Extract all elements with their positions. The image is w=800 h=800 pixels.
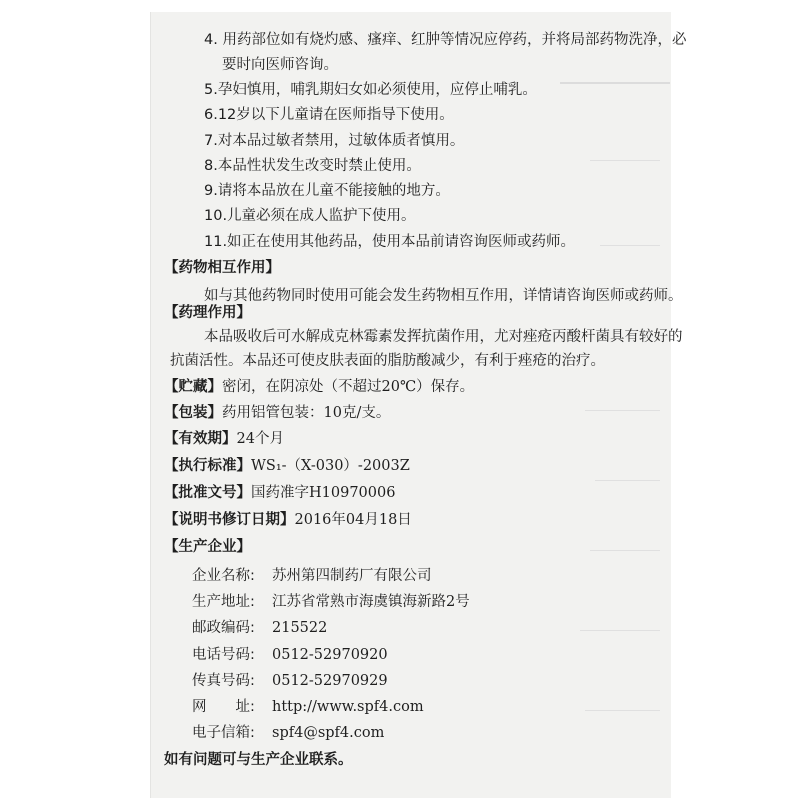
interactions-heading: 【药物相互作用】 xyxy=(164,260,280,276)
package-value: 药用铝管包装：10克/支。 xyxy=(222,405,391,421)
storage-label: 【贮藏】 xyxy=(164,379,222,395)
manufacturer-website-value: http://www.spf4.com xyxy=(272,699,424,715)
precaution-item-5: 5.孕妇慎用，哺乳期妇女如必须使用，应停止哺乳。 xyxy=(204,82,537,98)
manufacturer-address-row xyxy=(192,592,470,612)
revision-value: 2016年04月18日 xyxy=(294,512,412,528)
manufacturer-fax-value: 0512-52970929 xyxy=(272,673,388,689)
revision-row xyxy=(164,510,412,530)
manufacturer-address-value: 江苏省常熟市海虞镇海新路2号 xyxy=(272,594,470,610)
validity-row xyxy=(164,429,284,449)
manufacturer-name-row xyxy=(192,566,432,586)
standard-row xyxy=(164,456,410,476)
precaution-item-8: 8.本品性状发生改变时禁止使用。 xyxy=(204,158,421,174)
manufacturer-fax-key: 传真号码: xyxy=(192,673,255,689)
approval-row xyxy=(164,483,395,503)
precaution-item-10: 10.儿童必须在成人监护下使用。 xyxy=(204,208,416,224)
precaution-item-4-cont: 要时向医师咨询。 xyxy=(222,57,338,73)
package-label: 【包装】 xyxy=(164,405,222,421)
pharmacology-line-1: 本品吸收后可水解成克林霉素发挥抗菌作用，尤对痤疮丙酸杆菌具有较好的 xyxy=(204,329,683,345)
storage-value: 密闭，在阴凉处（不超过20℃）保存。 xyxy=(222,379,475,395)
manufacturer-name-value: 苏州第四制药厂有限公司 xyxy=(272,568,432,584)
manufacturer-phone-key: 电话号码: xyxy=(192,647,255,663)
revision-label: 【说明书修订日期】 xyxy=(164,512,295,528)
manufacturer-email-key: 电子信箱: xyxy=(192,725,255,741)
manufacturer-postcode-value: 215522 xyxy=(272,620,328,636)
manufacturer-address-key: 生产地址: xyxy=(192,594,255,610)
manufacturer-website-key: 网 址: xyxy=(192,699,255,715)
manufacturer-postcode-row xyxy=(192,618,327,638)
validity-label: 【有效期】 xyxy=(164,431,237,447)
standard-value: WS₁-（X-030）-2003Z xyxy=(251,458,410,474)
precaution-item-9: 9.请将本品放在儿童不能接触的地方。 xyxy=(204,183,450,199)
precaution-item-6: 6.12岁以下儿童请在医师指导下使用。 xyxy=(204,107,454,123)
pharmacology-line-2: 抗菌活性。本品还可使皮肤表面的脂肪酸减少，有利于痤疮的治疗。 xyxy=(170,353,605,369)
manufacturer-fax-row xyxy=(192,671,388,691)
manufacturer-name-key: 企业名称: xyxy=(192,568,255,584)
manufacturer-website-row xyxy=(192,697,424,717)
manufacturer-phone-value: 0512-52970920 xyxy=(272,647,388,663)
precaution-item-7: 7.对本品过敏者禁用，过敏体质者慎用。 xyxy=(204,133,465,149)
pharmacology-heading: 【药理作用】 xyxy=(164,305,251,321)
precaution-item-11: 11.如正在使用其他药品，使用本品前请咨询医师或药师。 xyxy=(204,234,576,250)
manufacturer-phone-row xyxy=(192,645,388,665)
manufacturer-email-row xyxy=(192,723,384,743)
standard-label: 【执行标准】 xyxy=(164,458,251,474)
package-row xyxy=(164,403,390,423)
manufacturer-postcode-key: 邮政编码: xyxy=(192,620,255,636)
contact-footer: 如有问题可与生产企业联系。 xyxy=(164,752,353,768)
manufacturer-heading: 【生产企业】 xyxy=(164,539,251,555)
interactions-text: 如与其他药物同时使用可能会发生药物相互作用，详情请咨询医师或药师。 xyxy=(204,288,683,304)
storage-row xyxy=(164,377,474,397)
approval-label: 【批准文号】 xyxy=(164,485,251,501)
precaution-item-4: 4. 用药部位如有烧灼感、瘙痒、红肿等情况应停药，并将局部药物洗净，必 xyxy=(204,32,687,48)
approval-value: 国药准字H10970006 xyxy=(251,485,396,501)
validity-value: 24个月 xyxy=(236,431,284,447)
manufacturer-email-value: spf4@spf4.com xyxy=(272,725,385,741)
